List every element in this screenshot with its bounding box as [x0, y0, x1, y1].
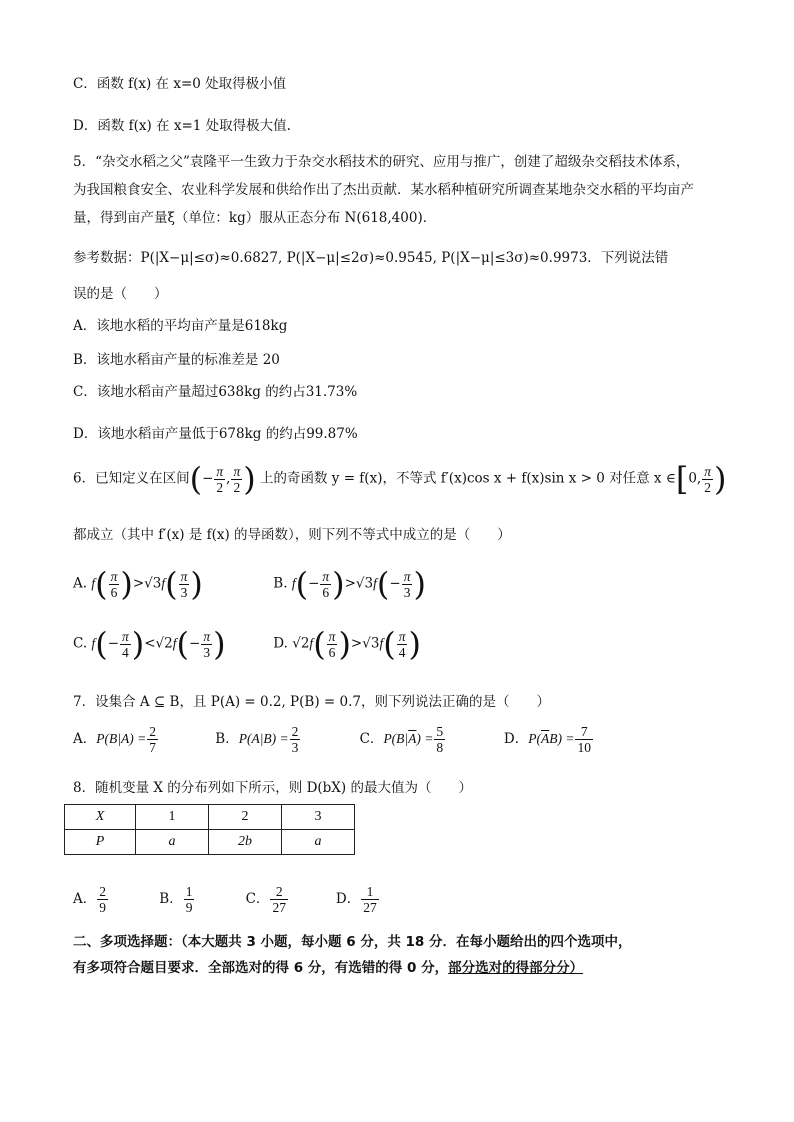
table-cell: 2 — [209, 805, 282, 830]
table-cell: 2b — [209, 830, 282, 855]
q6-option-c: C. f(− $\frac{\pi}{4}$ )<√2f(− $\frac{\pi}{3}$ ) — [73, 625, 226, 663]
q8-options — [73, 884, 380, 915]
q6-stem-line2: 都成立（其中 f′(x) 是 f(x) 的导函数），则下列不等式中成立的是（ ） — [73, 527, 511, 543]
q6-options-row2 — [73, 625, 421, 663]
q7-option-c: C．$P(B|\overline{A})$ = $\frac{5}{8}$ — [359, 724, 444, 755]
section-2-heading: 二、多项选择题：（本大题共 3 小题，每小题 6 分，共 18 分．在每小题给出的四个选项中， — [73, 934, 632, 950]
q4-option-d: D．函数 f(x) 在 x=1 处取得极大值. — [73, 118, 291, 134]
q6-option-b: B. f(− $\frac{\pi}{6}$ )>√3f(− $\frac{\pi}{3}$ ) — [273, 565, 426, 603]
q5-stem-line2: 为我国粮食安全、农业科学发展和供给作出了杰出贡献．某水稻种植研究所调查某地杂交水稻的平均亩产 — [73, 182, 694, 198]
q5-reference-data-cont: 误的是（ ） — [73, 286, 168, 302]
distribution-table — [64, 804, 355, 855]
q5-stem-line1: 5．“杂交水稻之父”袁隆平一生致力于杂交水稻技术的研究、应用与推广，创建了超级杂交稻技术体系， — [73, 154, 690, 170]
q6-option-a: A. f( $\frac{\pi}{6}$ )>√3f( $\frac{\pi}{3}$ ) — [73, 565, 203, 603]
table-cell: P — [65, 830, 136, 855]
q8-option-b: B． $\frac{1}{9}$ — [159, 884, 193, 915]
table-row — [65, 830, 355, 855]
q5-option-d: D．该地水稻亩产量低于678kg 的约占99.87% — [73, 426, 358, 442]
q5-reference-data: 参考数据：P(|X−μ|≤σ)≈0.6827, P(|X−μ|≤2σ)≈0.9545, P(|X−μ|≤3σ)≈0.9973．下列说法错 — [73, 250, 669, 266]
table-cell: X — [65, 805, 136, 830]
q8-stem: 8．随机变量 X 的分布列如下所示，则 D(bX) 的最大值为（ ） — [73, 780, 472, 796]
q7-options — [73, 724, 594, 755]
table-row — [65, 805, 355, 830]
q8-option-d: D． $\frac{1}{27}$ — [335, 884, 377, 915]
q5-option-c: C．该地水稻亩产量超过638kg 的约占31.73% — [73, 384, 358, 400]
q8-option-a: A． $\frac{2}{9}$ — [73, 884, 106, 915]
q8-option-c: C． $\frac{2}{27}$ — [245, 884, 286, 915]
q7-option-d: D．$P(\overline{A}B)$ = $\frac{7}{10}$ — [503, 724, 591, 755]
q5-stem-line3: 量，得到亩产量ξ（单位：kg）服从正态分布 N(618,400)． — [73, 210, 437, 226]
q6-mid: 上的奇函数 y = f(x)，不等式 f′(x)cos x + f(x)sin x > 0 对任意 x ∈ — [260, 470, 676, 487]
q6-prefix: 6．已知定义在区间 — [73, 470, 190, 487]
q4-option-c: C．函数 f(x) 在 x=0 处取得极小值 — [73, 76, 287, 92]
fraction: $\frac{\pi}{2}$ — [233, 463, 241, 495]
table-cell: 1 — [136, 805, 209, 830]
q5-option-a: A．该地水稻的平均亩产量是618kg — [73, 318, 288, 334]
q6-option-d: D. √2f( $\frac{\pi}{6}$ )>√3f( $\frac{\pi}{4}$ ) — [273, 625, 421, 663]
q5-option-b: B．该地水稻亩产量的标准差是 20 — [73, 352, 280, 368]
q6-stem-line1: 6．已知定义在区间(− $\frac{\pi}{2}$ , $\frac{\pi}{2}$ ) 上的奇函数 y = f(x)，不等式 f′(x)cos x + f(x)sin x > 0 对任意 x ∈[0, $\frac{\pi}{2}$ ) — [73, 460, 727, 498]
fraction: $\frac{\pi}{2}$ — [216, 463, 224, 495]
table-cell: a — [282, 830, 355, 855]
q7-option-b: B．P(A|B) = $\frac{2}{3}$ — [215, 724, 299, 755]
table-cell: 3 — [282, 805, 355, 830]
fraction: $\frac{\pi}{2}$ — [704, 463, 711, 495]
q7-stem: 7．设集合 A ⊆ B，且 P(A) = 0.2, P(B) = 0.7，则下列说法正确的是（ ） — [73, 694, 550, 710]
table-cell: a — [136, 830, 209, 855]
section-2-heading-cont: 有多项符合题目要求．全部选对的得 6 分，有选错的得 0 分，部分选对的得部分分） — [73, 960, 584, 976]
q7-option-a: A．P(B|A) = $\frac{2}{7}$ — [73, 724, 156, 755]
q6-options-row1 — [73, 565, 426, 603]
